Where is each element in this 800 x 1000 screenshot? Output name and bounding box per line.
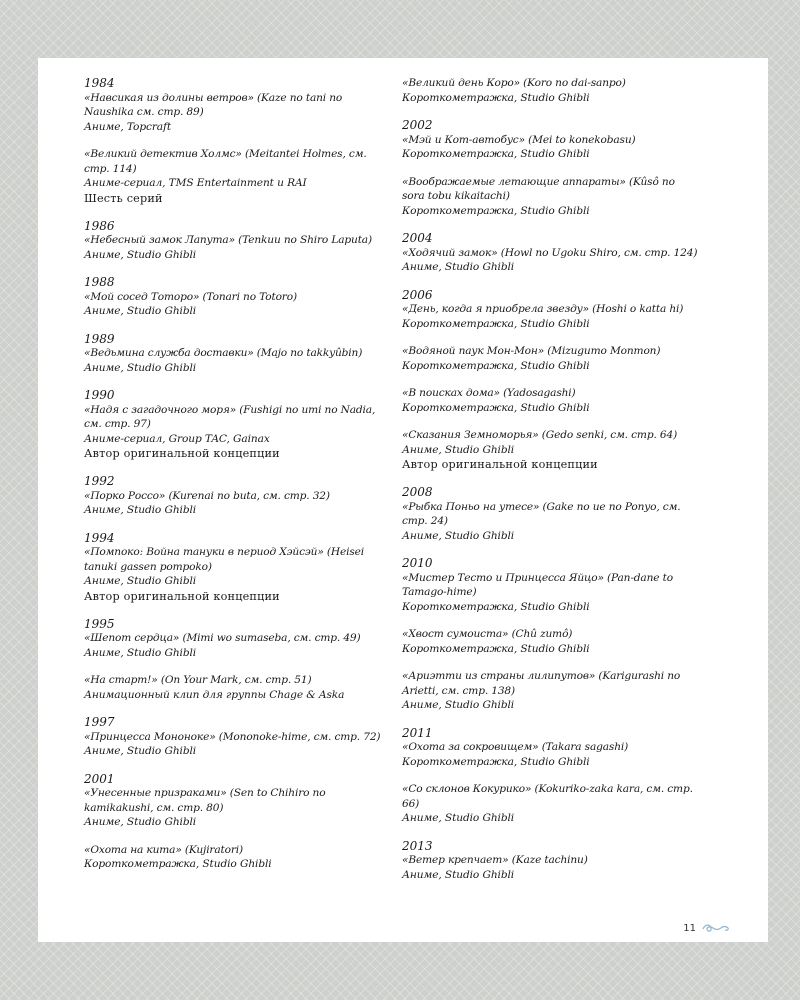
entry-title: «Со склонов Кокурико» (Kokuriko-zaka kara, см. стр. 66) — [402, 783, 693, 810]
entry-type: Аниме, Studio Ghibli — [84, 646, 197, 659]
entry-year: 1994 — [84, 530, 115, 545]
entry-note: Автор оригинальной концепции — [84, 447, 280, 460]
filmography-entry — [402, 175, 700, 219]
entry-type: Аниме, Studio Ghibli — [402, 261, 515, 273]
entry-title: «Унесенные призраками» (Sen to Chihiro no kamikakushi, см. стр. 80) — [84, 787, 326, 814]
entry-title: «Охота за сокровищем» (Takara sagashi) — [402, 741, 629, 753]
filmography-right-column — [402, 76, 700, 895]
entry-year: 2011 — [402, 725, 433, 740]
entry-type: Аниме, Studio Ghibli — [402, 529, 515, 542]
filmography-entry — [84, 617, 384, 661]
entry-title: «День, когда я приобрела звезду» (Hoshi o katta hi) — [402, 303, 684, 315]
entry-type: Аниме, Studio Ghibli — [84, 504, 197, 516]
entry-year: 1984 — [84, 76, 115, 90]
filmography-entry — [84, 772, 384, 830]
entry-type: Анимационный клип для группы Chage & Aska — [84, 688, 345, 701]
filmography-entry — [402, 839, 700, 883]
entry-type: Аниме-сериал, Group TAC, Gainax — [84, 432, 270, 445]
entry-title: «Сказания Земноморья» (Gedo senki, см. стр. 64) — [402, 429, 678, 441]
filmography-entry — [84, 388, 384, 461]
entry-title: «Порко Россо» (Kurenai no buta, см. стр. 32) — [84, 489, 330, 502]
entry-year: 1990 — [84, 388, 115, 402]
entry-title: «Рыбка Поньо на утесе» (Gake no ue no Ponyo, см. стр. 24) — [402, 500, 681, 527]
entry-title: «Ариэтти из страны лилипутов» (Karigurashi no Arietti, см. стр. 138) — [402, 670, 681, 697]
entry-type: Аниме, Studio Ghibli — [402, 699, 515, 711]
page-footer — [683, 922, 730, 934]
entry-title: «В поисках дома» (Yadosagashi) — [402, 387, 576, 399]
entry-title: «Мэй и Кот-автобус» (Mei to konekobasu) — [402, 133, 636, 146]
filmography-entry — [402, 288, 700, 332]
entry-type: Короткометражка, Studio Ghibli — [84, 858, 272, 870]
entry-type: Аниме-сериал, TMS Entertainment и RAI — [84, 177, 307, 189]
filmography-entry — [84, 673, 384, 702]
entry-year: 2006 — [402, 287, 433, 302]
filmography-entry — [84, 332, 384, 376]
entry-type: Короткометражка, Studio Ghibli — [402, 401, 590, 414]
entry-year: 2001 — [84, 771, 115, 786]
filmography-entry — [402, 556, 700, 614]
entry-year: 1992 — [84, 474, 115, 488]
filmography-entry — [84, 219, 384, 263]
entry-type: Аниме, Studio Ghibli — [402, 868, 515, 881]
entry-year: 2002 — [402, 118, 433, 132]
entry-type: Аниме, Studio Ghibli — [84, 248, 197, 261]
entry-title: «Хвост сумоиста» (Chû zumô) — [402, 628, 573, 640]
entry-title: «Небесный замок Лапута» (Tenkuu no Shiro Laputa) — [84, 234, 372, 246]
entry-title: «Ведьмина служба доставки» (Majo no takkyûbin) — [84, 347, 363, 359]
filmography-left-column — [84, 76, 384, 885]
filmography-entry — [402, 669, 700, 713]
entry-title: «Великий день Коро» (Koro no dai-sanpo) — [402, 77, 626, 89]
entry-year: 2013 — [402, 838, 433, 853]
entry-title: «Принцесса Мононоке» (Mononoke-hime, см. стр. 72) — [84, 730, 381, 743]
filmography-entry — [84, 531, 384, 604]
filmography-entry — [402, 118, 700, 162]
filmography-entry — [402, 726, 700, 770]
entry-type: Короткометражка, Studio Ghibli — [402, 91, 590, 104]
filmography-entry — [402, 485, 700, 543]
entry-type: Аниме, Studio Ghibli — [84, 305, 197, 317]
entry-type: Аниме, Studio Ghibli — [84, 816, 197, 828]
page-number: 11 — [683, 922, 696, 934]
entry-type: Короткометражка, Studio Ghibli — [402, 600, 590, 613]
entry-title: «Шепот сердца» (Mimi wo sumaseba, см. стр. 49) — [84, 632, 361, 644]
entry-title: «Мой сосед Тоторо» (Tonari no Totoro) — [84, 290, 297, 303]
entry-type: Короткометражка, Studio Ghibli — [402, 317, 590, 330]
entry-year: 1988 — [84, 275, 115, 289]
filmography-entry — [402, 386, 700, 415]
entry-year: 1989 — [84, 331, 115, 346]
filmography-entry — [402, 627, 700, 656]
entry-title: «Мистер Тесто и Принцесса Яйцо» (Pan-dane to Tamago-hime) — [402, 571, 673, 598]
filmography-entry — [84, 843, 384, 872]
entry-title: «На старт!» (On Your Mark, см. стр. 51) — [84, 674, 312, 686]
filmography-entry — [402, 428, 700, 472]
filmography-entry — [402, 231, 700, 275]
entry-type: Короткометражка, Studio Ghibli — [402, 359, 590, 372]
entry-year: 1995 — [84, 616, 115, 631]
entry-type: Аниме, Studio Ghibli — [84, 575, 197, 587]
filmography-entry — [84, 715, 384, 759]
entry-type: Короткометражка, Studio Ghibli — [402, 204, 590, 217]
entry-title: «Навсикая из долины ветров» (Kaze no tani no Naushika см. стр. 89) — [84, 91, 343, 118]
entry-title: «Воображаемые летающие аппараты» (Kûsô no sora tobu kikaitachi) — [402, 175, 675, 202]
entry-year: 2008 — [402, 485, 433, 499]
page — [38, 58, 768, 942]
entry-note: Автор оригинальной концепции — [84, 589, 280, 603]
entry-title: «Помпоко: Война тануки в период Хэйсэй» (Heisei tanuki gassen pompoko) — [84, 546, 364, 573]
filmography-entry — [84, 275, 384, 319]
entry-year: 1986 — [84, 218, 115, 233]
entry-note: Автор оригинальной концепции — [402, 458, 598, 471]
entry-title: «Ветер крепчает» (Kaze tachinu) — [402, 854, 588, 866]
entry-year: 1997 — [84, 715, 115, 729]
entry-year: 2010 — [402, 556, 433, 570]
entry-type: Аниме, Studio Ghibli — [402, 443, 515, 456]
entry-type: Короткометражка, Studio Ghibli — [402, 148, 590, 160]
filmography-entry — [84, 76, 384, 134]
entry-type: Аниме, Studio Ghibli — [84, 361, 197, 374]
entry-type: Короткометражка, Studio Ghibli — [402, 755, 590, 768]
filmography-entry — [84, 147, 384, 206]
entry-type: Аниме, Studio Ghibli — [84, 745, 197, 757]
entry-title: «Надя с загадочного моря» (Fushigi no umi no Nadia, см. стр. 97) — [84, 403, 376, 430]
entry-type: Короткометражка, Studio Ghibli — [402, 642, 590, 655]
entry-title: «Ходячий замок» (Howl no Ugoku Shiro, см. стр. 124) — [402, 246, 698, 259]
entry-title: «Охота на кита» (Kujiratori) — [84, 843, 243, 856]
entry-title: «Великий детектив Холмс» (Meitantei Holmes, см. стр. 114) — [84, 148, 367, 175]
filmography-entry — [402, 76, 700, 105]
entry-type: Аниме, Studio Ghibli — [402, 812, 515, 824]
entry-year: 2004 — [402, 231, 433, 245]
entry-type: Аниме, Topcraft — [84, 120, 172, 133]
entry-note: Шесть серий — [84, 191, 163, 205]
filmography-entry — [402, 344, 700, 373]
swirl-ornament-icon — [702, 922, 730, 934]
filmography-entry — [402, 782, 700, 826]
filmography-entry — [84, 474, 384, 518]
entry-title: «Водяной паук Мон-Мон» (Mizugumo Monmon) — [402, 345, 661, 357]
